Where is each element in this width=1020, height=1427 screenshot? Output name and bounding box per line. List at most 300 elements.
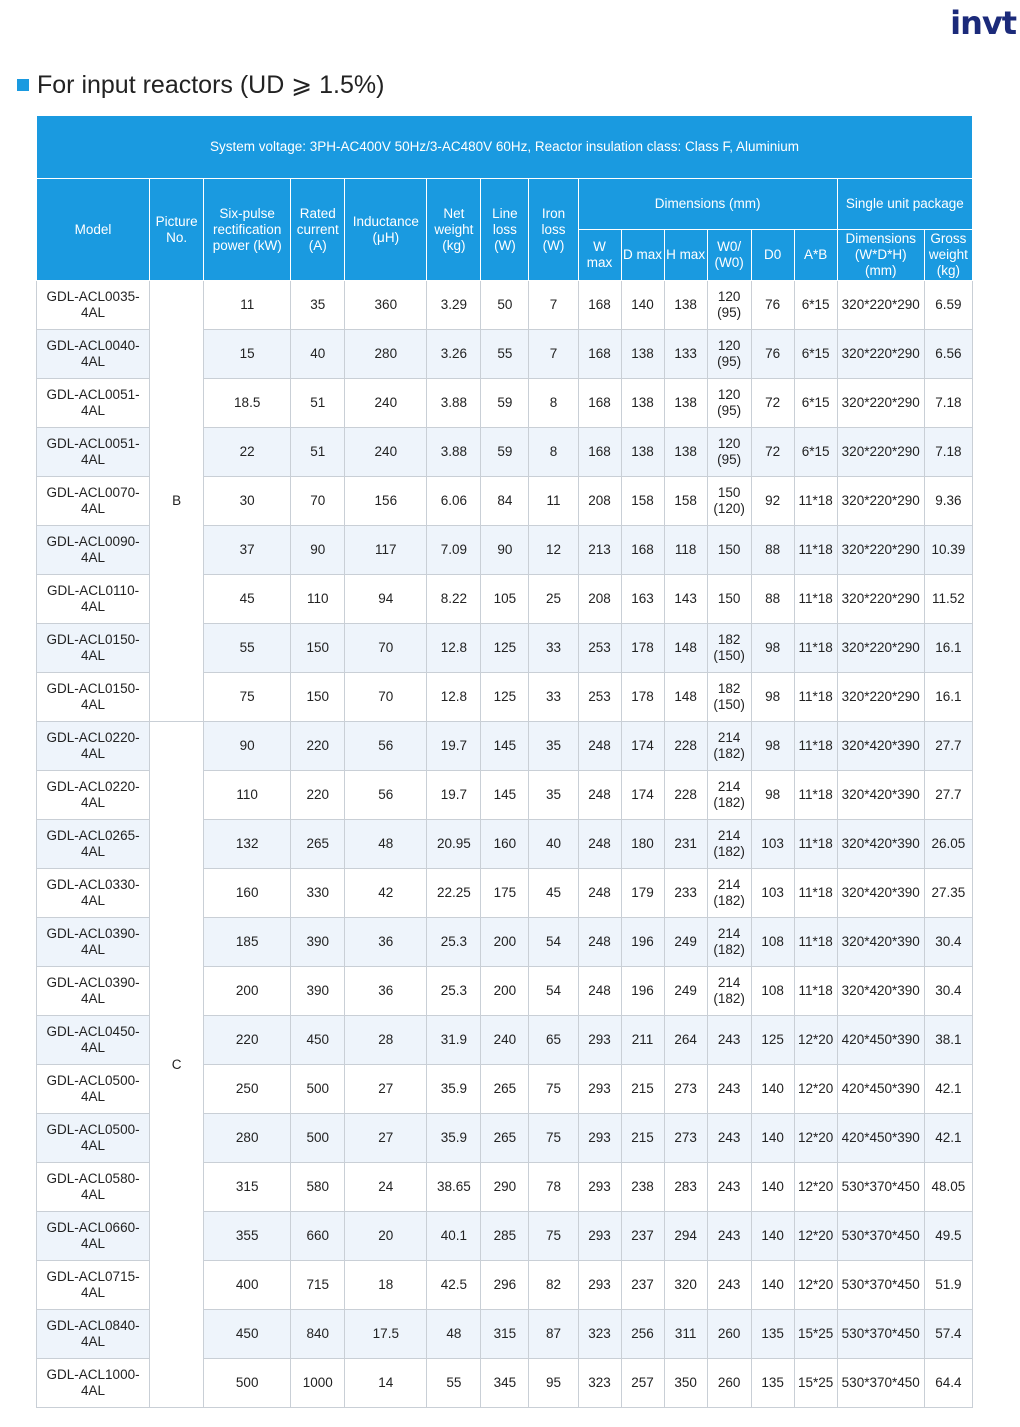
table-cell: 248 xyxy=(578,967,621,1016)
table-cell: 88 xyxy=(751,575,794,624)
table-cell: 35 xyxy=(291,281,345,330)
table-cell: 84 xyxy=(481,477,529,526)
table-cell: 50 xyxy=(481,281,529,330)
table-cell: 248 xyxy=(578,918,621,967)
table-cell: 214 (182) xyxy=(707,771,751,820)
table-cell: 140 xyxy=(751,1212,794,1261)
invt-logo: invt xyxy=(950,4,1016,42)
table-cell: 70 xyxy=(345,673,427,722)
table-cell: 11*18 xyxy=(794,967,837,1016)
table-cell: 214 (182) xyxy=(707,918,751,967)
table-cell: 320*220*290 xyxy=(837,673,924,722)
table-cell: 55 xyxy=(427,1359,481,1408)
table-cell: 214 (182) xyxy=(707,869,751,918)
header-power: Six-pulse rectification power (kW) xyxy=(204,179,291,281)
header-dimensions: Dimensions (mm) xyxy=(578,179,837,230)
table-cell: 15*25 xyxy=(794,1359,837,1408)
table-cell: 293 xyxy=(578,1016,621,1065)
table-cell: 6*15 xyxy=(794,330,837,379)
table-cell: 264 xyxy=(664,1016,707,1065)
table-cell: 120 (95) xyxy=(707,281,751,330)
table-cell: 248 xyxy=(578,722,621,771)
header-net-weight: Net weight (kg) xyxy=(427,179,481,281)
table-cell: 500 xyxy=(204,1359,291,1408)
model-cell: GDL-ACL0051-4AL xyxy=(37,379,150,428)
table-cell: 500 xyxy=(291,1114,345,1163)
table-cell: 243 xyxy=(707,1261,751,1310)
table-cell: 12 xyxy=(529,526,578,575)
table-cell: 253 xyxy=(578,673,621,722)
table-cell: 320*420*390 xyxy=(837,918,924,967)
table-cell: 8.22 xyxy=(427,575,481,624)
table-cell: 110 xyxy=(291,575,345,624)
table-cell: 16.1 xyxy=(924,673,972,722)
table-cell: 320*420*390 xyxy=(837,869,924,918)
table-cell: 8 xyxy=(529,379,578,428)
table-cell: 211 xyxy=(621,1016,664,1065)
table-cell: 56 xyxy=(345,722,427,771)
table-cell: 530*370*450 xyxy=(837,1310,924,1359)
table-cell: 231 xyxy=(664,820,707,869)
table-cell: 240 xyxy=(345,428,427,477)
table-cell: 30 xyxy=(204,477,291,526)
table-cell: 390 xyxy=(291,918,345,967)
table-cell: 98 xyxy=(751,673,794,722)
table-cell: 293 xyxy=(578,1261,621,1310)
table-cell: 25.3 xyxy=(427,967,481,1016)
header-h-max: H max xyxy=(664,230,707,281)
table-cell: 11*18 xyxy=(794,869,837,918)
model-cell: GDL-ACL0110-4AL xyxy=(37,575,150,624)
table-cell: 11*18 xyxy=(794,722,837,771)
table-cell: 293 xyxy=(578,1065,621,1114)
header-inductance: Inductance (μH) xyxy=(345,179,427,281)
table-cell: 320*220*290 xyxy=(837,281,924,330)
table-cell: 42.5 xyxy=(427,1261,481,1310)
table-cell: 200 xyxy=(481,967,529,1016)
table-cell: 296 xyxy=(481,1261,529,1310)
table-cell: 14 xyxy=(345,1359,427,1408)
table-cell: 249 xyxy=(664,918,707,967)
table-cell: 138 xyxy=(621,379,664,428)
table-cell: 12*20 xyxy=(794,1016,837,1065)
model-cell: GDL-ACL0390-4AL xyxy=(37,918,150,967)
table-cell: 214 (182) xyxy=(707,820,751,869)
table-cell: 249 xyxy=(664,967,707,1016)
table-cell: 237 xyxy=(621,1212,664,1261)
table-cell: 320*220*290 xyxy=(837,428,924,477)
header-w-max: W max xyxy=(578,230,621,281)
table-cell: 215 xyxy=(621,1114,664,1163)
table-cell: 293 xyxy=(578,1212,621,1261)
table-cell: 214 (182) xyxy=(707,722,751,771)
table-cell: 320*420*390 xyxy=(837,967,924,1016)
model-cell: GDL-ACL0500-4AL xyxy=(37,1065,150,1114)
table-cell: 98 xyxy=(751,624,794,673)
table-cell: 330 xyxy=(291,869,345,918)
table-cell: 35 xyxy=(529,771,578,820)
table-cell: 150 xyxy=(291,673,345,722)
model-cell: GDL-ACL0150-4AL xyxy=(37,673,150,722)
header-line-loss: Line loss (W) xyxy=(481,179,529,281)
model-cell: GDL-ACL1000-4AL xyxy=(37,1359,150,1408)
table-cell: 6*15 xyxy=(794,281,837,330)
table-cell: 273 xyxy=(664,1114,707,1163)
table-cell: 320 xyxy=(664,1261,707,1310)
table-cell: 400 xyxy=(204,1261,291,1310)
table-cell: 25 xyxy=(529,575,578,624)
table-cell: 42 xyxy=(345,869,427,918)
table-cell: 174 xyxy=(621,771,664,820)
table-cell: 19.7 xyxy=(427,771,481,820)
table-cell: 248 xyxy=(578,771,621,820)
table-cell: 125 xyxy=(751,1016,794,1065)
table-cell: 55 xyxy=(481,330,529,379)
table-cell: 108 xyxy=(751,967,794,1016)
table-cell: 25.3 xyxy=(427,918,481,967)
table-cell: 6*15 xyxy=(794,379,837,428)
table-cell: 220 xyxy=(204,1016,291,1065)
table-cell: 290 xyxy=(481,1163,529,1212)
table-cell: 12.8 xyxy=(427,624,481,673)
table-body xyxy=(37,281,973,1408)
table-cell: 320*420*390 xyxy=(837,722,924,771)
table-cell: 42.1 xyxy=(924,1065,972,1114)
model-cell: GDL-ACL0715-4AL xyxy=(37,1261,150,1310)
table-cell: 12.8 xyxy=(427,673,481,722)
header-picture: Picture No. xyxy=(150,179,204,281)
header-ab: A*B xyxy=(794,230,837,281)
table-cell: 280 xyxy=(204,1114,291,1163)
table-cell: 350 xyxy=(664,1359,707,1408)
table-cell: 320*220*290 xyxy=(837,330,924,379)
table-cell: 265 xyxy=(481,1114,529,1163)
table-cell: 88 xyxy=(751,526,794,575)
table-cell: 38.65 xyxy=(427,1163,481,1212)
table-cell: 26.05 xyxy=(924,820,972,869)
table-cell: 315 xyxy=(204,1163,291,1212)
table-cell: 51.9 xyxy=(924,1261,972,1310)
table-cell: 11 xyxy=(204,281,291,330)
table-cell: 285 xyxy=(481,1212,529,1261)
table-cell: 180 xyxy=(621,820,664,869)
table-cell: 94 xyxy=(345,575,427,624)
table-cell: 12*20 xyxy=(794,1163,837,1212)
table-cell: 6.59 xyxy=(924,281,972,330)
table-cell: 150 xyxy=(707,575,751,624)
table-cell: 135 xyxy=(751,1359,794,1408)
picture-cell: B xyxy=(150,281,204,722)
table-cell: 175 xyxy=(481,869,529,918)
table-cell: 27 xyxy=(345,1065,427,1114)
table-cell: 105 xyxy=(481,575,529,624)
model-cell: GDL-ACL0450-4AL xyxy=(37,1016,150,1065)
table-cell: 76 xyxy=(751,281,794,330)
table-cell: 27.35 xyxy=(924,869,972,918)
table-cell: 256 xyxy=(621,1310,664,1359)
table-cell: 37 xyxy=(204,526,291,575)
table-cell: 240 xyxy=(481,1016,529,1065)
table-row xyxy=(37,722,973,771)
table-cell: 138 xyxy=(664,379,707,428)
table-cell: 33 xyxy=(529,673,578,722)
table-cell: 243 xyxy=(707,1212,751,1261)
table-cell: 54 xyxy=(529,918,578,967)
table-cell: 11 xyxy=(529,477,578,526)
table-cell: 360 xyxy=(345,281,427,330)
model-cell: GDL-ACL0070-4AL xyxy=(37,477,150,526)
table-cell: 11*18 xyxy=(794,575,837,624)
table-cell: 138 xyxy=(664,281,707,330)
table-cell: 12*20 xyxy=(794,1261,837,1310)
table-cell: 145 xyxy=(481,771,529,820)
table-cell: 208 xyxy=(578,477,621,526)
table-cell: 265 xyxy=(291,820,345,869)
table-cell: 148 xyxy=(664,624,707,673)
table-cell: 125 xyxy=(481,624,529,673)
table-cell: 178 xyxy=(621,624,664,673)
table-cell: 20 xyxy=(345,1212,427,1261)
table-cell: 48 xyxy=(345,820,427,869)
table-cell: 90 xyxy=(204,722,291,771)
model-cell: GDL-ACL0500-4AL xyxy=(37,1114,150,1163)
table-cell: 65 xyxy=(529,1016,578,1065)
table-cell: 15*25 xyxy=(794,1310,837,1359)
table-cell: 87 xyxy=(529,1310,578,1359)
table-cell: 323 xyxy=(578,1359,621,1408)
table-cell: 35.9 xyxy=(427,1065,481,1114)
table-cell: 75 xyxy=(529,1212,578,1261)
table-cell: 54 xyxy=(529,967,578,1016)
table-cell: 715 xyxy=(291,1261,345,1310)
table-cell: 12*20 xyxy=(794,1114,837,1163)
table-cell: 98 xyxy=(751,722,794,771)
model-cell: GDL-ACL0840-4AL xyxy=(37,1310,150,1359)
table-cell: 140 xyxy=(751,1065,794,1114)
table-cell: 7.18 xyxy=(924,428,972,477)
table-cell: 12*20 xyxy=(794,1212,837,1261)
table-cell: 35 xyxy=(529,722,578,771)
table-cell: 16.1 xyxy=(924,624,972,673)
table-cell: 10.39 xyxy=(924,526,972,575)
system-caption: System voltage: 3PH-AC400V 50Hz/3-AC480V 60Hz, Reactor insulation class: Class F, Aluminium xyxy=(37,116,973,179)
table-cell: 140 xyxy=(751,1163,794,1212)
table-cell: 3.88 xyxy=(427,379,481,428)
table-cell: 30.4 xyxy=(924,918,972,967)
table-cell: 196 xyxy=(621,918,664,967)
table-cell: 82 xyxy=(529,1261,578,1310)
table-cell: 103 xyxy=(751,820,794,869)
table-cell: 200 xyxy=(481,918,529,967)
table-cell: 75 xyxy=(529,1065,578,1114)
table-cell: 158 xyxy=(664,477,707,526)
table-cell: 20.95 xyxy=(427,820,481,869)
table-cell: 283 xyxy=(664,1163,707,1212)
model-cell: GDL-ACL0390-4AL xyxy=(37,967,150,1016)
table-cell: 168 xyxy=(578,281,621,330)
table-cell: 253 xyxy=(578,624,621,673)
table-cell: 72 xyxy=(751,379,794,428)
table-cell: 108 xyxy=(751,918,794,967)
table-cell: 31.9 xyxy=(427,1016,481,1065)
table-cell: 49.5 xyxy=(924,1212,972,1261)
model-cell: GDL-ACL0035-4AL xyxy=(37,281,150,330)
table-cell: 238 xyxy=(621,1163,664,1212)
table-cell: 500 xyxy=(291,1065,345,1114)
table-cell: 178 xyxy=(621,673,664,722)
table-cell: 98 xyxy=(751,771,794,820)
table-cell: 28 xyxy=(345,1016,427,1065)
table-cell: 11*18 xyxy=(794,771,837,820)
table-cell: 90 xyxy=(291,526,345,575)
table-cell: 250 xyxy=(204,1065,291,1114)
table-cell: 320*220*290 xyxy=(837,477,924,526)
table-cell: 7.18 xyxy=(924,379,972,428)
model-cell: GDL-ACL0660-4AL xyxy=(37,1212,150,1261)
table-cell: 11*18 xyxy=(794,820,837,869)
table-cell: 168 xyxy=(578,330,621,379)
table-cell: 110 xyxy=(204,771,291,820)
table-cell: 24 xyxy=(345,1163,427,1212)
table-cell: 27.7 xyxy=(924,771,972,820)
table-cell: 40.1 xyxy=(427,1212,481,1261)
table-cell: 148 xyxy=(664,673,707,722)
table-cell: 11*18 xyxy=(794,918,837,967)
table-cell: 11*18 xyxy=(794,526,837,575)
table-cell: 117 xyxy=(345,526,427,575)
table-cell: 840 xyxy=(291,1310,345,1359)
table-cell: 3.88 xyxy=(427,428,481,477)
table-cell: 90 xyxy=(481,526,529,575)
table-cell: 160 xyxy=(204,869,291,918)
table-cell: 320*220*290 xyxy=(837,526,924,575)
table-cell: 57.4 xyxy=(924,1310,972,1359)
table-cell: 320*420*390 xyxy=(837,771,924,820)
table-cell: 35.9 xyxy=(427,1114,481,1163)
table-cell: 40 xyxy=(529,820,578,869)
table-cell: 1000 xyxy=(291,1359,345,1408)
header-w0: W0/ (W0) xyxy=(707,230,751,281)
header-package-dimensions: Dimensions (W*D*H) (mm) xyxy=(837,230,924,281)
table-cell: 243 xyxy=(707,1016,751,1065)
table-cell: 315 xyxy=(481,1310,529,1359)
table-cell: 293 xyxy=(578,1163,621,1212)
table-cell: 45 xyxy=(204,575,291,624)
table-cell: 257 xyxy=(621,1359,664,1408)
table-cell: 156 xyxy=(345,477,427,526)
model-cell: GDL-ACL0051-4AL xyxy=(37,428,150,477)
table-cell: 48 xyxy=(427,1310,481,1359)
table-cell: 420*450*390 xyxy=(837,1016,924,1065)
table-cell: 420*450*390 xyxy=(837,1114,924,1163)
header-current: Rated current (A) xyxy=(291,179,345,281)
table-cell: 200 xyxy=(204,967,291,1016)
table-cell: 140 xyxy=(621,281,664,330)
table-cell: 140 xyxy=(751,1261,794,1310)
table-cell: 70 xyxy=(291,477,345,526)
table-cell: 59 xyxy=(481,428,529,477)
table-cell: 260 xyxy=(707,1310,751,1359)
table-cell: 75 xyxy=(529,1114,578,1163)
table-cell: 450 xyxy=(291,1016,345,1065)
table-cell: 132 xyxy=(204,820,291,869)
table-cell: 120 (95) xyxy=(707,330,751,379)
table-cell: 15 xyxy=(204,330,291,379)
table-cell: 145 xyxy=(481,722,529,771)
table-cell: 17.5 xyxy=(345,1310,427,1359)
table-cell: 76 xyxy=(751,330,794,379)
table-cell: 293 xyxy=(578,1114,621,1163)
table-cell: 11*18 xyxy=(794,624,837,673)
table-cell: 273 xyxy=(664,1065,707,1114)
table-cell: 36 xyxy=(345,918,427,967)
table-cell: 22.25 xyxy=(427,869,481,918)
input-reactor-table xyxy=(36,115,973,1408)
table-cell: 7 xyxy=(529,330,578,379)
table-cell: 56 xyxy=(345,771,427,820)
table-cell: 95 xyxy=(529,1359,578,1408)
table-cell: 7.09 xyxy=(427,526,481,575)
table-cell: 103 xyxy=(751,869,794,918)
table-cell: 294 xyxy=(664,1212,707,1261)
header-d-max: D max xyxy=(621,230,664,281)
table-cell: 320*420*390 xyxy=(837,820,924,869)
table-cell: 45 xyxy=(529,869,578,918)
table-cell: 228 xyxy=(664,722,707,771)
table-cell: 158 xyxy=(621,477,664,526)
header-package: Single unit package xyxy=(837,179,972,230)
table-cell: 64.4 xyxy=(924,1359,972,1408)
table-cell: 30.4 xyxy=(924,967,972,1016)
table-cell: 150 (120) xyxy=(707,477,751,526)
table-cell: 265 xyxy=(481,1065,529,1114)
header-d0: D0 xyxy=(751,230,794,281)
table-cell: 18.5 xyxy=(204,379,291,428)
table-cell: 36 xyxy=(345,967,427,1016)
table-cell: 150 xyxy=(707,526,751,575)
table-cell: 215 xyxy=(621,1065,664,1114)
table-cell: 11*18 xyxy=(794,673,837,722)
table-cell: 179 xyxy=(621,869,664,918)
model-cell: GDL-ACL0580-4AL xyxy=(37,1163,150,1212)
table-cell: 160 xyxy=(481,820,529,869)
table-cell: 22 xyxy=(204,428,291,477)
header-model: Model xyxy=(37,179,150,281)
model-cell: GDL-ACL0220-4AL xyxy=(37,722,150,771)
header-iron-loss: Iron loss (W) xyxy=(529,179,578,281)
table-cell: 143 xyxy=(664,575,707,624)
table-cell: 11*18 xyxy=(794,477,837,526)
table-cell: 125 xyxy=(481,673,529,722)
table-cell: 220 xyxy=(291,722,345,771)
table-cell: 237 xyxy=(621,1261,664,1310)
table-cell: 345 xyxy=(481,1359,529,1408)
table-cell: 9.36 xyxy=(924,477,972,526)
table-cell: 138 xyxy=(621,428,664,477)
table-cell: 320*220*290 xyxy=(837,379,924,428)
model-cell: GDL-ACL0150-4AL xyxy=(37,624,150,673)
bullet-square-icon xyxy=(17,79,29,91)
table-cell: 233 xyxy=(664,869,707,918)
model-cell: GDL-ACL0220-4AL xyxy=(37,771,150,820)
table-cell: 75 xyxy=(204,673,291,722)
table-cell: 59 xyxy=(481,379,529,428)
table-row xyxy=(37,281,973,330)
table-cell: 18 xyxy=(345,1261,427,1310)
table-cell: 240 xyxy=(345,379,427,428)
table-cell: 138 xyxy=(621,330,664,379)
table-cell: 40 xyxy=(291,330,345,379)
